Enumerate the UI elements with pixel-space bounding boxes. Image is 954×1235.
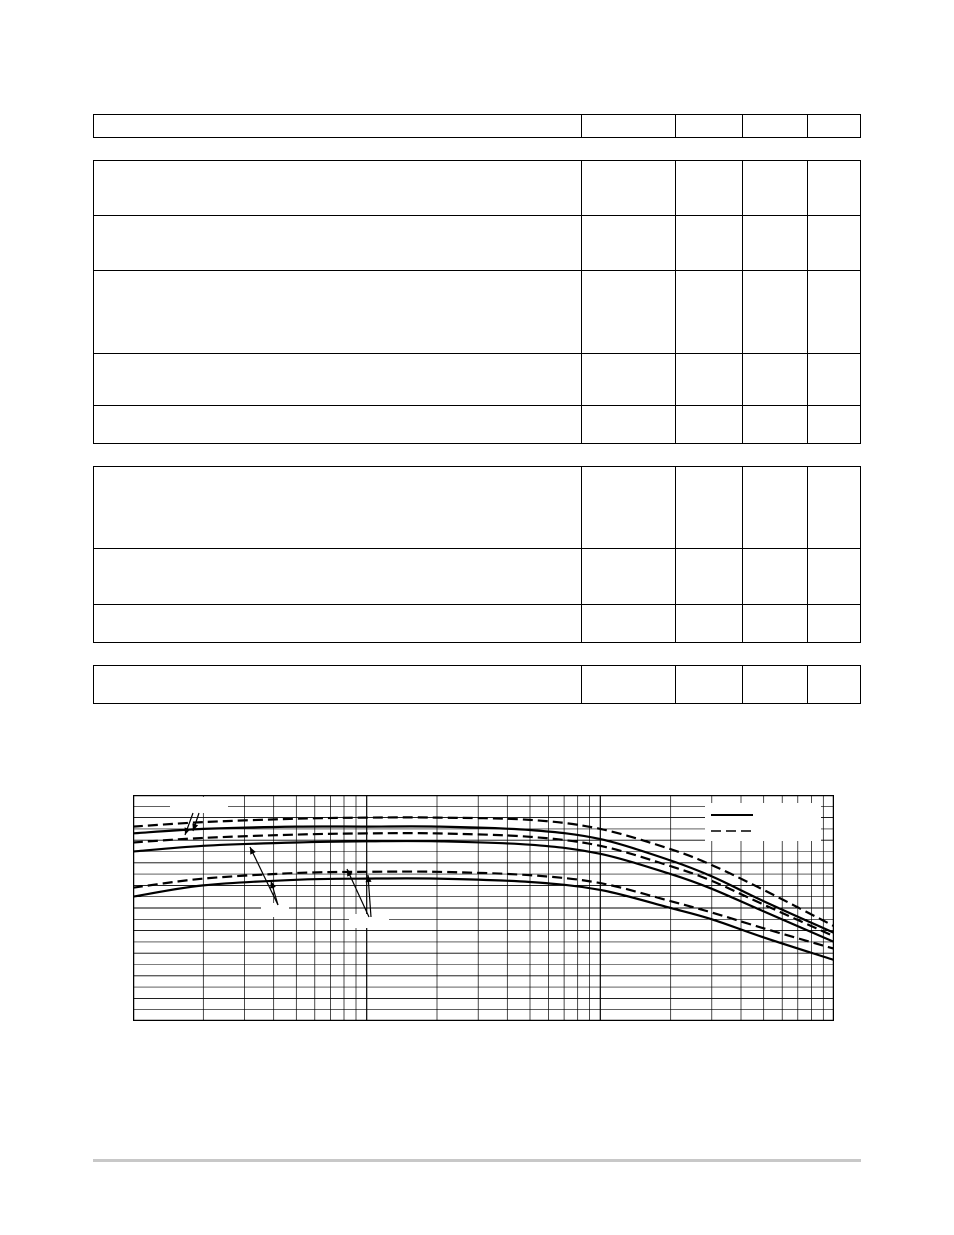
table-row (94, 666, 861, 704)
table-cell (676, 354, 743, 406)
footer-rule (93, 1159, 861, 1162)
callout-label-box (170, 797, 228, 813)
table-cell (743, 115, 808, 138)
table-cell (676, 467, 743, 549)
table-cell (94, 161, 582, 216)
table-cell (94, 549, 582, 605)
table-cell (582, 115, 676, 138)
table-cell (94, 666, 582, 704)
series-line-solid (133, 841, 834, 942)
table-cell (582, 271, 676, 354)
legend-box (705, 803, 821, 841)
callout-arrowhead (270, 881, 276, 889)
table-cell (808, 549, 861, 605)
table-cell (743, 216, 808, 271)
table-cell (743, 406, 808, 444)
table-cell (808, 406, 861, 444)
table-cell (94, 467, 582, 549)
table-row (94, 605, 861, 643)
table-cell (94, 406, 582, 444)
table-cell (808, 216, 861, 271)
callout-arrow (347, 869, 369, 917)
table-cell (743, 271, 808, 354)
table-cell (808, 605, 861, 643)
table-row (94, 354, 861, 406)
table-cell (582, 605, 676, 643)
spec-table-header (93, 114, 861, 138)
table-cell (582, 354, 676, 406)
table-cell (582, 406, 676, 444)
table-cell (743, 549, 808, 605)
table-cell (94, 605, 582, 643)
table-cell (582, 549, 676, 605)
table-cell (743, 467, 808, 549)
table-cell (676, 216, 743, 271)
table-cell (676, 161, 743, 216)
table-cell (808, 467, 861, 549)
table-row (94, 161, 861, 216)
spec-table-group-2 (93, 466, 861, 643)
table-row (94, 271, 861, 354)
table-cell (808, 271, 861, 354)
spec-table-group-3 (93, 665, 861, 704)
table-cell (743, 605, 808, 643)
table-cell (582, 666, 676, 704)
table-row (94, 467, 861, 549)
table-cell (582, 216, 676, 271)
table-cell (743, 666, 808, 704)
table-cell (94, 115, 582, 138)
table-cell (676, 605, 743, 643)
table-cell (808, 354, 861, 406)
table-row (94, 549, 861, 605)
performance-chart (133, 795, 834, 1021)
table-row (94, 115, 861, 138)
spec-table-group-1 (93, 160, 861, 444)
table-cell (808, 161, 861, 216)
table-row (94, 216, 861, 271)
table-cell (676, 666, 743, 704)
table-cell (94, 271, 582, 354)
callout-label-box (261, 903, 289, 917)
table-cell (676, 271, 743, 354)
table-cell (94, 216, 582, 271)
table-cell (582, 161, 676, 216)
table-cell (94, 354, 582, 406)
table-cell (676, 549, 743, 605)
table-cell (808, 115, 861, 138)
table-cell (676, 406, 743, 444)
table-row (94, 406, 861, 444)
table-cell (743, 161, 808, 216)
table-cell (743, 354, 808, 406)
table-cell (808, 666, 861, 704)
table-cell (676, 115, 743, 138)
table-cell (582, 467, 676, 549)
